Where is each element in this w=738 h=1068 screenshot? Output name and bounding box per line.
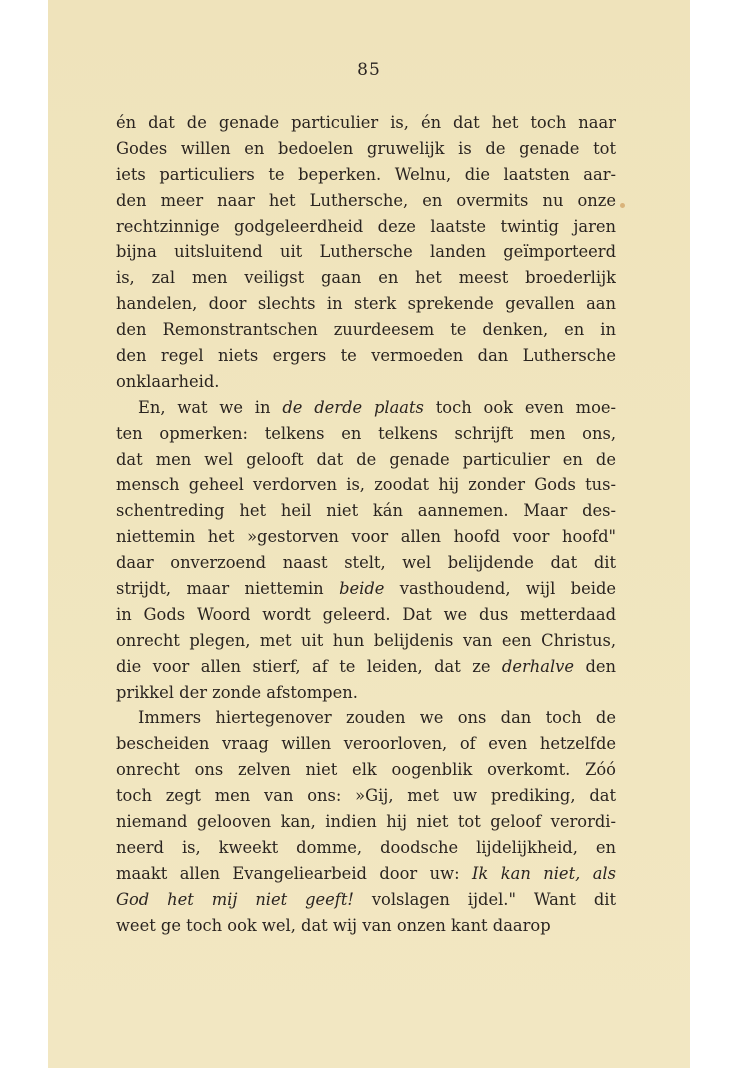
text-line: die voor allen stierf, af te leiden, dat ze derhalve den bbox=[116, 656, 616, 676]
text-line: schentreding het heil niet kán aannemen. Maar des- bbox=[116, 501, 616, 521]
italic-phrase: Ik kan niet, als bbox=[472, 863, 616, 883]
text-line: toch zegt men van ons: »Gij, met uw prediking, dat bbox=[116, 786, 616, 806]
italic-phrase: de derde plaats bbox=[282, 397, 424, 417]
text-line: En, wat we in de derde plaats toch ook even moe- bbox=[138, 397, 616, 417]
text-line: niettemin het »gestorven voor allen hoofd voor hoofd" bbox=[116, 527, 616, 547]
text-line: God het mij niet geeft! volslagen ijdel." Want dit bbox=[116, 889, 616, 909]
text-line: niemand gelooven kan, indien hij niet tot geloof verordi- bbox=[116, 812, 616, 832]
page-number: 85 bbox=[357, 60, 381, 80]
text-line: Immers hiertegenover zouden we ons dan toch de bbox=[138, 708, 616, 728]
text-line: onrecht plegen, met uit hun belijdenis van een Christus, bbox=[116, 630, 616, 650]
text-line: onklaarheid. bbox=[116, 371, 220, 391]
body-text bbox=[116, 110, 616, 939]
text-line: den Remonstrantschen zuurdeesem te denken, en in bbox=[116, 320, 616, 340]
italic-phrase: God het mij niet geeft! bbox=[116, 889, 354, 909]
text-line: maakt allen Evangeliearbeid door uw: Ik kan niet, als bbox=[116, 863, 616, 883]
text-line: onrecht ons zelven niet elk oogenblik overkomt. Zóó bbox=[116, 760, 616, 780]
text-line: den meer naar het Luthersche, en overmits nu onze bbox=[116, 190, 616, 210]
text-line: mensch geheel verdorven is, zoodat hij zonder Gods tus- bbox=[116, 475, 616, 495]
text-line: strijdt, maar niettemin beide vasthoudend, wijl beide bbox=[116, 579, 616, 599]
text-line: bijna uitsluitend uit Luthersche landen geïmporteerd bbox=[116, 242, 616, 262]
text-line: prikkel der zonde afstompen. bbox=[116, 682, 358, 702]
text-line: handelen, door slechts in sterk sprekende gevallen aan bbox=[116, 294, 616, 314]
paragraph bbox=[116, 110, 616, 395]
text-line: dat men wel gelooft dat de genade particulier en de bbox=[116, 449, 616, 469]
paragraph bbox=[116, 705, 616, 938]
text-line: ten opmerken: telkens en telkens schrijft men ons, bbox=[116, 423, 616, 443]
paragraph bbox=[116, 395, 616, 706]
text-line: in Gods Woord wordt geleerd. Dat we dus metterdaad bbox=[116, 604, 616, 624]
book-page bbox=[48, 0, 690, 1068]
text-line: daar onverzoend naast stelt, wel belijdende dat dit bbox=[116, 553, 616, 573]
text-line: bescheiden vraag willen veroorloven, of even hetzelfde bbox=[116, 734, 616, 754]
italic-phrase: beide bbox=[339, 579, 385, 599]
text-line: én dat de genade particulier is, én dat het toch naar bbox=[116, 113, 616, 132]
text-line: neerd is, kweekt domme, doodsche lijdelijkheid, en bbox=[116, 837, 616, 857]
italic-phrase: derhalve bbox=[501, 656, 574, 676]
text-line: is, zal men veiligst gaan en het meest broederlijk bbox=[116, 268, 616, 288]
text-line: iets particuliers te beperken. Welnu, die laatsten aar- bbox=[116, 164, 616, 184]
text-line: weet ge toch ook wel, dat wij van onzen kant daarop bbox=[116, 915, 551, 935]
text-line: Godes willen en bedoelen gruwelijk is de genade tot bbox=[116, 138, 616, 158]
text-line: rechtzinnige godgeleerdheid deze laatste twintig jaren bbox=[116, 216, 616, 236]
text-line: den regel niets ergers te vermoeden dan Luthersche bbox=[116, 346, 616, 366]
margin-speck bbox=[620, 203, 625, 208]
